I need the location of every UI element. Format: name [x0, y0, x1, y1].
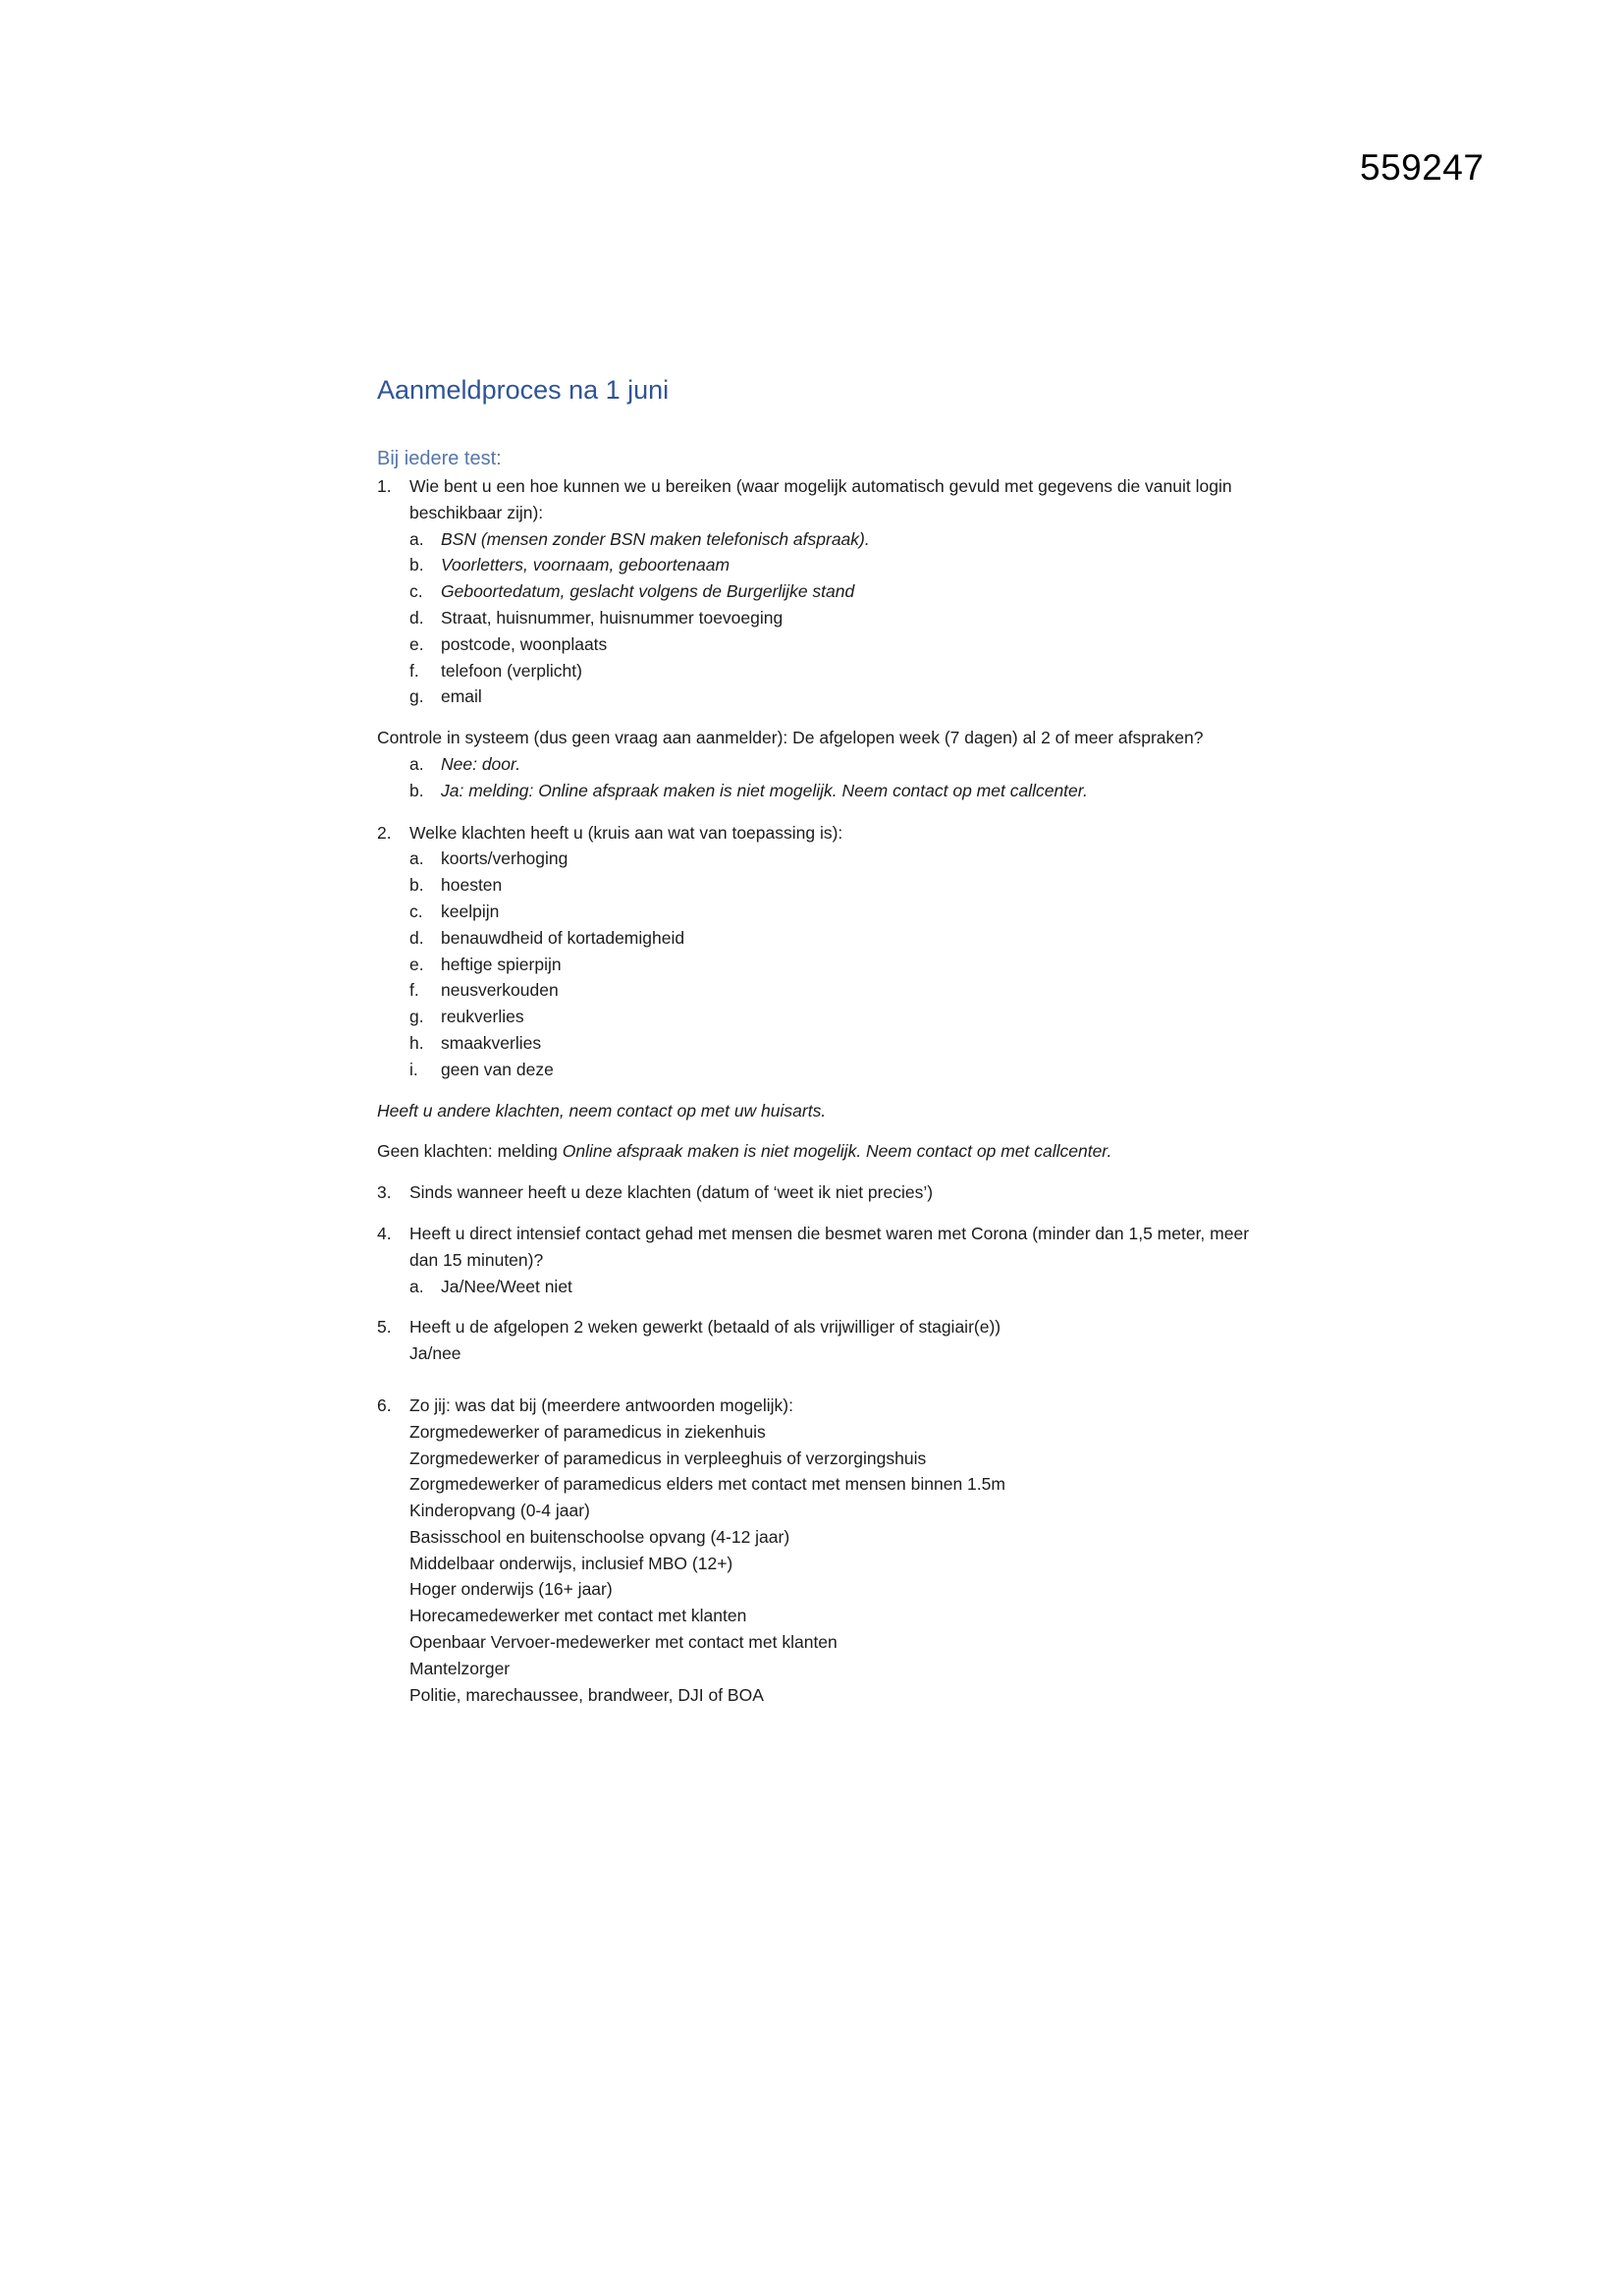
list-item-text: postcode, woonplaats: [441, 633, 608, 654]
list-item-label: a.: [409, 528, 424, 549]
note-prefix: Geen klachten: melding: [377, 1141, 563, 1162]
question-6-options: [377, 1419, 1261, 1709]
list-item-text: geen van deze: [441, 1059, 554, 1079]
option-item: Mantelzorger: [409, 1658, 511, 1678]
list-item-text: BSN (mensen zonder BSN maken telefonisch afspraak).: [441, 528, 870, 549]
document-body: [377, 373, 1261, 1708]
question-number: 1.: [377, 476, 392, 496]
list-item: [377, 778, 1261, 804]
list-item-label: a.: [409, 848, 424, 869]
list-item: [377, 631, 1261, 658]
option-item: Hoger onderwijs (16+ jaar): [409, 1579, 613, 1600]
list-item-label: e.: [409, 633, 424, 654]
note-other-complaints: Heeft u andere klachten, neem contact op met uw huisarts.: [377, 1100, 827, 1121]
list-item-label: b.: [409, 780, 424, 800]
list-item-text: neusverkouden: [441, 980, 559, 1001]
option-item: Kinderopvang (0-4 jaar): [409, 1501, 590, 1521]
option-item: Politie, marechaussee, brandweer, DJI of BOA: [409, 1684, 764, 1705]
list-item-text: heftige spierpijn: [441, 954, 562, 974]
list-item: [377, 846, 1261, 872]
section-subtitle: Bij iedere test:: [377, 448, 502, 469]
question-3: [377, 1179, 1261, 1206]
question-1-items: [377, 526, 1261, 711]
list-item-text: Ja: melding: Online afspraak maken is niet mogelijk. Neem contact op met callcenter.: [441, 780, 1088, 800]
list-item-text: Ja/Nee/Weet niet: [441, 1276, 572, 1296]
control-text: Controle in systeem (dus geen vraag aan aanmelder): De afgelopen week (7 dagen) al 2 of meer afspraken?: [377, 728, 1204, 748]
list-item: [377, 872, 1261, 899]
list-item-label: c.: [409, 901, 423, 921]
question-1: [377, 473, 1261, 526]
list-item: [377, 552, 1261, 578]
list-item-label: f.: [409, 660, 419, 681]
list-item-text: Voorletters, voornaam, geboortenaam: [441, 555, 730, 575]
option-item: Zorgmedewerker of paramedicus elders met contact met mensen binnen 1.5m: [409, 1474, 1005, 1495]
question-4: [377, 1221, 1261, 1274]
list-item-label: g.: [409, 686, 424, 707]
list-item: [377, 899, 1261, 925]
list-item-text: Straat, huisnummer, huisnummer toevoeging: [441, 607, 784, 628]
question-number: 5.: [377, 1317, 392, 1338]
list-item-label: i.: [409, 1059, 418, 1079]
list-item-text: email: [441, 686, 482, 707]
question-text: Zo jij: was dat bij (meerdere antwoorden mogelijk):: [409, 1394, 793, 1415]
list-item: [377, 1274, 1261, 1300]
list-item: [377, 1004, 1261, 1030]
list-item: [377, 658, 1261, 684]
question-number: 3.: [377, 1182, 392, 1203]
list-item: [377, 952, 1261, 978]
list-item-text: telefoon (verplicht): [441, 660, 582, 681]
question-text: Welke klachten heeft u (kruis aan wat van toepassing is):: [409, 822, 843, 843]
document-title: Aanmeldproces na 1 juni: [377, 375, 670, 405]
list-item: [377, 751, 1261, 778]
option-item: Horecamedewerker met contact met klanten: [409, 1606, 747, 1626]
list-item-text: benauwdheid of kortademigheid: [441, 927, 685, 948]
control-items: [377, 751, 1261, 804]
list-item: [377, 526, 1261, 553]
list-item-text: hoesten: [441, 875, 503, 896]
document-number: 559247: [1360, 147, 1485, 188]
option-item: Openbaar Vervoer-medewerker met contact met klanten: [409, 1632, 838, 1653]
option-item: Basisschool en buitenschoolse opvang (4-12 jaar): [409, 1526, 790, 1547]
list-item-label: d.: [409, 927, 424, 948]
list-item: [377, 925, 1261, 952]
list-item-label: a.: [409, 1276, 424, 1296]
list-item: [377, 578, 1261, 605]
question-2: [377, 820, 1261, 847]
list-item-text: smaakverlies: [441, 1032, 542, 1053]
question-text: Sinds wanneer heeft u deze klachten (datum of ‘weet ik niet precies’): [409, 1182, 934, 1203]
list-item: [377, 1030, 1261, 1057]
list-item: [377, 683, 1261, 710]
option-item: Zorgmedewerker of paramedicus in verpleeghuis of verzorgingshuis: [409, 1448, 927, 1468]
question-text: Heeft u direct intensief contact gehad met mensen die besmet waren met Corona (minder dan 1,5 meter, meer dan 15 minuten)?: [409, 1223, 1250, 1270]
list-item-label: e.: [409, 954, 424, 974]
note-message: Online afspraak maken is niet mogelijk. Neem contact op met callcenter.: [562, 1141, 1112, 1162]
question-number: 2.: [377, 822, 392, 843]
list-item-label: b.: [409, 555, 424, 575]
list-item: [377, 605, 1261, 631]
option-item: Middelbaar onderwijs, inclusief MBO (12+): [409, 1553, 733, 1573]
question-5: [377, 1314, 1261, 1340]
question-text: Wie bent u een hoe kunnen we u bereiken (waar mogelijk automatisch gevuld met gegevens die vanuit login beschikbaar zijn):: [409, 476, 1232, 522]
option-item: Zorgmedewerker of paramedicus in ziekenhuis: [409, 1421, 766, 1442]
question-4-items: [377, 1274, 1261, 1300]
list-item-text: Nee: door.: [441, 753, 521, 774]
list-item-text: koorts/verhoging: [441, 848, 568, 869]
list-item-label: d.: [409, 607, 424, 628]
list-item-label: c.: [409, 581, 423, 602]
list-item-text: keelpijn: [441, 901, 500, 921]
list-item-label: g.: [409, 1007, 424, 1027]
list-item-label: b.: [409, 875, 424, 896]
question-5-answer: Ja/nee: [409, 1343, 461, 1364]
list-item-text: reukverlies: [441, 1007, 524, 1027]
question-text: Heeft u de afgelopen 2 weken gewerkt (betaald of als vrijwilliger of stagiair(e)): [409, 1317, 1001, 1338]
list-item: [377, 1057, 1261, 1083]
list-item-label: h.: [409, 1032, 424, 1053]
list-item-label: a.: [409, 753, 424, 774]
note-no-complaints: [377, 1138, 1261, 1165]
list-item-text: Geboortedatum, geslacht volgens de Burgerlijke stand: [441, 581, 855, 602]
question-2-items: [377, 846, 1261, 1082]
question-number: 6.: [377, 1394, 392, 1415]
question-6: [377, 1393, 1261, 1419]
question-number: 4.: [377, 1223, 392, 1243]
list-item-label: f.: [409, 980, 419, 1001]
list-item: [377, 977, 1261, 1004]
